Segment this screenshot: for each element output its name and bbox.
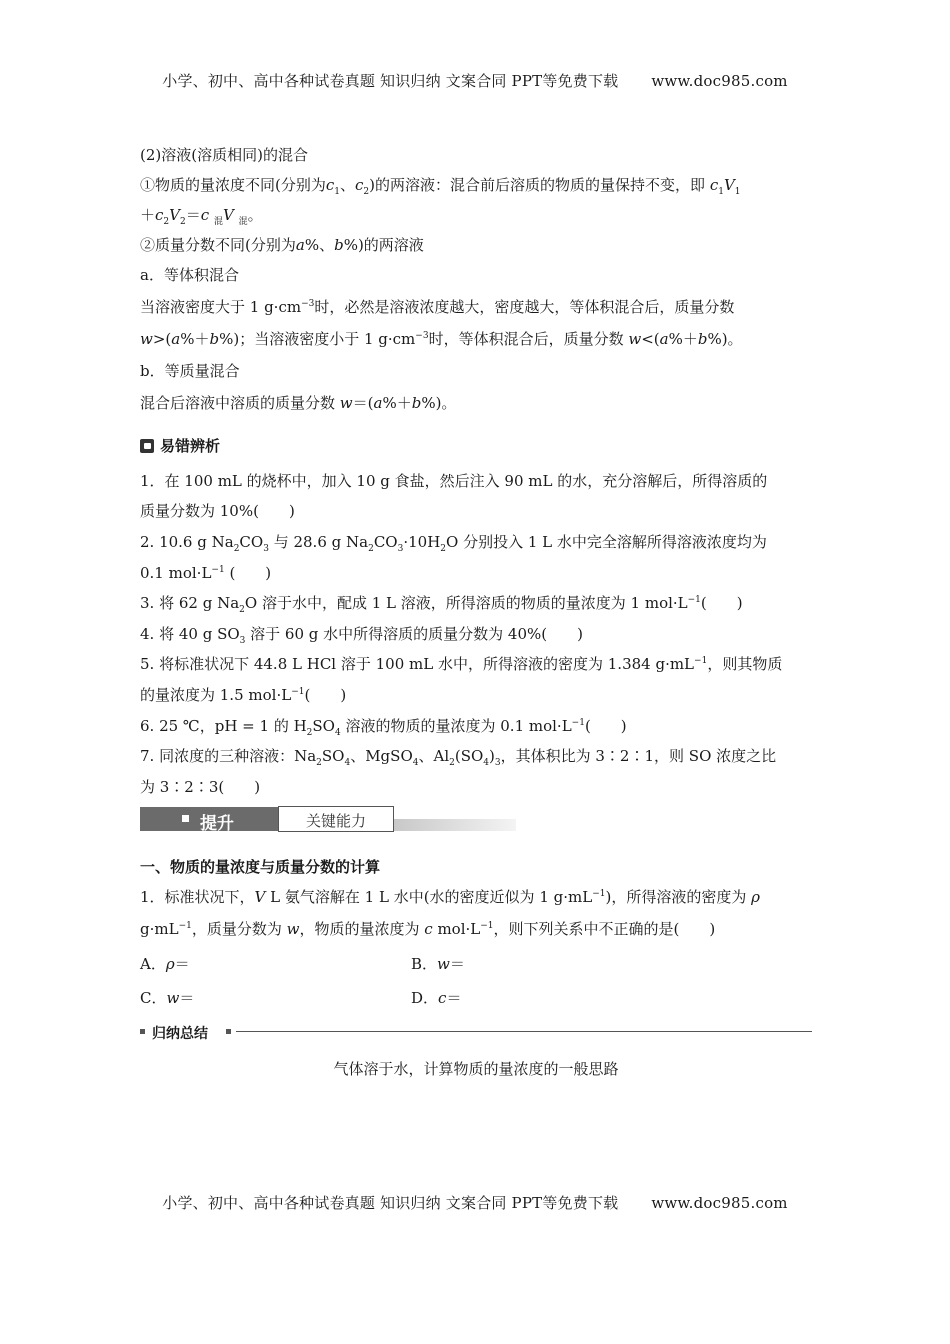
mix-a-text2: w>(a%＋b%)；当溶液密度小于 1 $g\cdot cm^{-3}$时，等体积混合后，质量分数 w<(a%＋b%)。	[140, 330, 743, 348]
error-item-5a: 5. 将标准状况下 44.8 L HCl 溶于 100 mL 水中，所得溶液的密度为 1.384 $g\cdot mL^{-1}$，则其物质	[140, 655, 783, 673]
errors-heading: 易错辨析	[140, 436, 220, 456]
error-item-6: 6. 25 ℃，pH = 1 的 $H_2SO_4$ 溶液的物质的量浓度为 0.1 $mol\cdot L^{-1}$( )	[140, 717, 627, 738]
header-site[interactable]: www.doc985.com	[651, 72, 788, 90]
page-footer	[0, 1192, 950, 1213]
section-bar	[140, 805, 516, 833]
option-a[interactable]: A．ρ＝	[140, 955, 190, 973]
q1-line1: 1．标准状况下，V L 氨气溶解在 1 L 水中(水的密度近似为 1 $g\cdot mL^{-1}$)，所得溶液的密度为 ρ	[140, 888, 760, 906]
option-d[interactable]: D．c＝	[411, 989, 462, 1007]
mix-a-text1: 当溶液密度大于 1 $g\cdot cm^{-3}$时，必然是溶液浓度越大，密度越大，等体积混合后，质量分数	[140, 298, 735, 316]
section-bar-left: 提升	[200, 814, 234, 834]
error-item-4: 4. 将 40 g $SO_3$ 溶于 60 g 水中所得溶质的质量分数为 40%( )	[140, 625, 583, 646]
summary-caption: 气体溶于水，计算物质的量浓度的一般思路	[333, 1060, 619, 1078]
error-item-1a: 1．在 100 mL 的烧杯中，加入 10 g 食盐，然后注入 90 mL 的水，充分溶解后，所得溶质的	[140, 472, 768, 490]
error-item-5b: 的量浓度为 1.5 $mol\cdot L^{-1}$( )	[140, 686, 347, 704]
page-header	[0, 70, 950, 91]
header-text: 小学、初中、高中各种试卷真题 知识归纳 文案合同 PPT等免费下载	[162, 72, 619, 90]
error-item-3: 3. 将 62 g $Na_2O$ 溶于水中，配成 1 L 溶液，所得溶质的物质的量浓度为 1 $mol\cdot L^{-1}$( )	[140, 594, 743, 615]
mix-item1-line1: ①物质的量浓度不同(分别为$c_1$、$c_2$)的两溶液：混合前后溶质的物质的量保持不变，即 $c_1V_1$	[140, 176, 741, 197]
error-item-7b: 为 3∶2∶3( )	[140, 778, 261, 796]
footer-site[interactable]: www.doc985.com	[651, 1194, 788, 1212]
mix-title: (2)溶液(溶质相同)的混合	[140, 146, 308, 164]
summary-divider	[140, 1023, 812, 1041]
mix-b-text: 混合后溶液中溶质的质量分数 w＝(a%＋b%)。	[140, 394, 457, 412]
mix-item2: ②质量分数不同(分别为a%、b%)的两溶液	[140, 236, 424, 254]
error-analysis-icon	[140, 439, 154, 453]
error-item-7a: 7. 同浓度的三种溶液：$Na_2SO_4$、MgSO$_4$、$Al_2(SO_4)_3$，其体积比为 3∶2∶1，则 SO 浓度之比	[140, 747, 777, 768]
part1-title: 一、物质的量浓度与质量分数的计算	[140, 858, 381, 876]
option-c[interactable]: C．w＝	[140, 989, 195, 1007]
mix-b-title: b．等质量混合	[140, 362, 240, 380]
summary-label: 归纳总结	[152, 1026, 208, 1042]
option-b[interactable]: B．w＝	[411, 955, 465, 973]
section-bar-right: 关键能力	[305, 812, 366, 830]
mix-item1-line2: $+c_2V_2=c$ $_混$V $_混$。	[140, 206, 263, 227]
error-item-1b: 质量分数为 10%( )	[140, 502, 295, 520]
error-item-2a: 2. 10.6 g $Na_2CO_3$ 与 28.6 g $Na_2CO_3\cdot 10H_2O$ 分别投入 1 L 水中完全溶解所得溶液浓度均为	[140, 533, 767, 554]
mix-a-title: a．等体积混合	[140, 266, 239, 284]
error-item-2b: 0.1 $mol\cdot L^{-1}$ ( )	[140, 564, 272, 582]
footer-text: 小学、初中、高中各种试卷真题 知识归纳 文案合同 PPT等免费下载	[162, 1194, 619, 1212]
q1-line2: $g\cdot mL^{-1}$，质量分数为 w，物质的量浓度为 c $mol\cdot L^{-1}$，则下列关系中不正确的是( )	[140, 920, 716, 938]
